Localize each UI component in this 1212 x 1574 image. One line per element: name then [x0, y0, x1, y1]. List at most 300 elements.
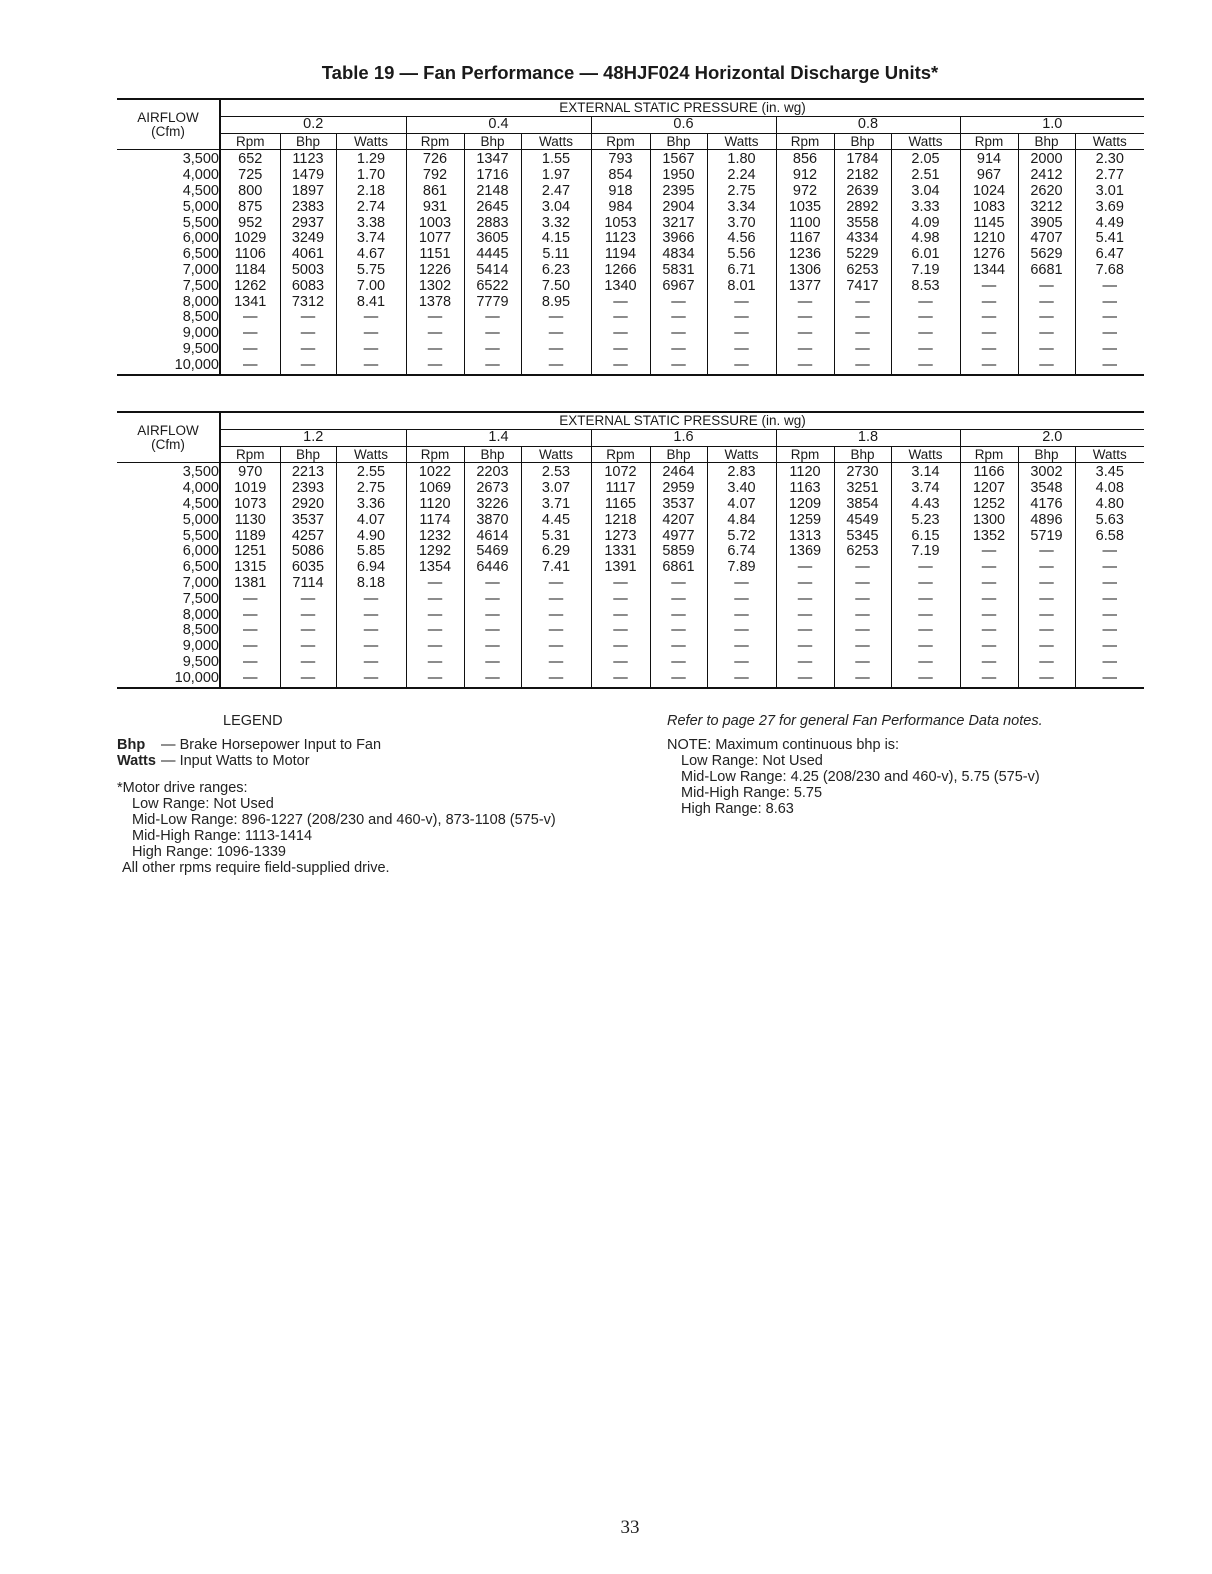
table-cell: 2412: [1018, 168, 1075, 184]
table-cell: —: [336, 608, 406, 624]
table-cell: —: [1075, 671, 1144, 688]
table-cell: 1083: [960, 200, 1018, 216]
table-cell: 3249: [280, 231, 336, 247]
table-cell: —: [960, 295, 1018, 311]
table-cell: 5086: [280, 544, 336, 560]
table-cell: 5831: [650, 263, 707, 279]
table-cell: 1194: [591, 247, 650, 263]
table-cell: 4207: [650, 513, 707, 529]
table-cell: 4.08: [1075, 481, 1144, 497]
column-header-bhp: Bhp: [1018, 446, 1075, 463]
table-cell: —: [834, 592, 891, 608]
table-cell: —: [707, 576, 776, 592]
table-cell: 2.75: [336, 481, 406, 497]
table-cell: —: [650, 310, 707, 326]
max-bhp-range: Mid-High Range: 5.75: [681, 785, 823, 801]
table-cell: 1354: [406, 560, 464, 576]
table-cell: —: [406, 671, 464, 688]
table-cell: 1377: [776, 279, 834, 295]
table-cell: 8.95: [521, 295, 591, 311]
table-cell: —: [220, 671, 280, 688]
column-header-rpm: Rpm: [591, 446, 650, 463]
table-cell: —: [776, 326, 834, 342]
table-cell: 1189: [234, 527, 266, 544]
legend-dash: —: [161, 737, 176, 753]
table-cell: 1950: [650, 168, 707, 184]
table-cell: —: [960, 671, 1018, 688]
table-cell: 1276: [960, 247, 1018, 263]
table-cell: —: [891, 295, 960, 311]
legend-term: Bhp: [117, 737, 146, 753]
table-row: [117, 231, 1144, 247]
table-cell: —: [406, 592, 464, 608]
table-cell: —: [336, 358, 406, 375]
table-row: [117, 168, 1144, 184]
table-cell: —: [776, 358, 834, 375]
table-cell: 1218: [591, 513, 650, 529]
table-cell: —: [891, 608, 960, 624]
table-cell: 3.04: [891, 184, 960, 200]
column-header-rpm: Rpm: [591, 133, 650, 150]
pressure-header: 0.8: [776, 116, 960, 133]
table-cell: 1259: [776, 513, 834, 529]
airflow-header-unit: (Cfm): [151, 436, 185, 452]
table-cell: 3.07: [521, 481, 591, 497]
table-cell: 1100: [776, 216, 834, 232]
table-row: [117, 310, 1144, 326]
table-cell: 1003: [406, 216, 464, 232]
table-cell: 1207: [960, 481, 1018, 497]
table-cell: —: [1018, 671, 1075, 688]
table-cell: 1184: [234, 261, 266, 278]
table-cell: 1344: [960, 263, 1018, 279]
table-cell: —: [650, 671, 707, 688]
table-cell: —: [960, 560, 1018, 576]
table-cell: 2904: [650, 200, 707, 216]
table-cell: —: [464, 671, 521, 688]
table-row: [117, 326, 1144, 342]
table-cell: 3251: [834, 481, 891, 497]
table-cell: 1347: [464, 150, 521, 168]
table-row: [117, 200, 1144, 216]
table-cell: 1210: [960, 231, 1018, 247]
table-cell: 2.24: [707, 168, 776, 184]
column-header-watts: Watts: [707, 446, 776, 463]
table-cell: —: [406, 342, 464, 358]
table-cell: 3.70: [707, 216, 776, 232]
table-row: [117, 592, 1144, 608]
table-cell: 6446: [464, 560, 521, 576]
pressure-header: 0.4: [406, 116, 591, 133]
table-cell: —: [707, 623, 776, 639]
table-cell: 2395: [650, 184, 707, 200]
table-cell: —: [650, 326, 707, 342]
table-cell: —: [891, 592, 960, 608]
table-cell: 8.01: [707, 279, 776, 295]
table-cell: —: [280, 342, 336, 358]
table-cell: —: [776, 560, 834, 576]
table-cell: —: [891, 655, 960, 671]
column-header-bhp: Bhp: [464, 133, 521, 150]
table-cell: 4896: [1018, 513, 1075, 529]
table-cell: —: [336, 623, 406, 639]
table-cell: —: [650, 576, 707, 592]
column-header-rpm: Rpm: [776, 133, 834, 150]
table-cell: 3.40: [707, 481, 776, 497]
table-cell: 4.09: [891, 216, 960, 232]
table-cell: —: [1075, 560, 1144, 576]
table-cell: 3.33: [891, 200, 960, 216]
airflow-value: 6,000: [117, 544, 220, 560]
table-cell: —: [521, 358, 591, 375]
table-cell: —: [336, 326, 406, 342]
table-cell: —: [521, 623, 591, 639]
table-cell: —: [834, 623, 891, 639]
table-cell: —: [834, 295, 891, 311]
airflow-value: 8,500: [117, 310, 220, 326]
table-cell: —: [1018, 592, 1075, 608]
table-cell: —: [960, 639, 1018, 655]
table-cell: 6.58: [1075, 529, 1144, 545]
table-cell: 5859: [650, 544, 707, 560]
table-cell: 1029: [234, 230, 267, 247]
table-cell: —: [960, 358, 1018, 375]
column-header-watts: Watts: [521, 446, 591, 463]
table-cell: 3966: [650, 231, 707, 247]
table-cell: —: [960, 279, 1018, 295]
max-bhp-range: High Range: 8.63: [681, 801, 794, 817]
table-cell: 1151: [406, 247, 464, 263]
table-cell: —: [280, 326, 336, 342]
column-header-watts: Watts: [521, 133, 591, 150]
table-cell: 1166: [960, 463, 1018, 481]
table-cell: 1123: [280, 150, 336, 168]
table-cell: —: [243, 590, 258, 607]
table-cell: 6.71: [707, 263, 776, 279]
column-header-watts: Watts: [707, 133, 776, 150]
table-cell: —: [891, 342, 960, 358]
table-cell: 1145: [960, 216, 1018, 232]
table-cell: —: [891, 560, 960, 576]
table-cell: —: [521, 310, 591, 326]
table-cell: 5.72: [707, 529, 776, 545]
table-cell: 6.15: [891, 529, 960, 545]
column-header-bhp: Bhp: [834, 133, 891, 150]
table-cell: —: [650, 608, 707, 624]
table-cell: —: [521, 342, 591, 358]
airflow-header-label: AIRFLOW: [137, 422, 199, 438]
table-cell: 4.90: [336, 529, 406, 545]
table-cell: 4061: [280, 247, 336, 263]
table-cell: —: [280, 671, 336, 688]
table-cell: 1302: [406, 279, 464, 295]
table-cell: 1341: [234, 293, 267, 310]
table-cell: 5.63: [1075, 513, 1144, 529]
table-cell: 3537: [280, 513, 336, 529]
table-cell: —: [280, 310, 336, 326]
table-cell: 3.34: [707, 200, 776, 216]
table-cell: —: [650, 295, 707, 311]
table-cell: —: [406, 655, 464, 671]
table-cell: —: [243, 653, 258, 670]
table-cell: —: [776, 608, 834, 624]
table-cell: —: [891, 310, 960, 326]
table-cell: —: [834, 342, 891, 358]
table-row: [117, 263, 1144, 279]
table-cell: —: [707, 608, 776, 624]
table-cell: 6522: [464, 279, 521, 295]
table-cell: —: [336, 592, 406, 608]
airflow-header-unit: (Cfm): [151, 123, 185, 139]
table-cell: 5003: [280, 263, 336, 279]
table-cell: 6083: [280, 279, 336, 295]
table-cell: 4.49: [1075, 216, 1144, 232]
column-header-bhp: Bhp: [280, 446, 336, 463]
airflow-value: 9,000: [117, 639, 220, 655]
table-cell: —: [960, 326, 1018, 342]
table-cell: 2383: [280, 200, 336, 216]
table-cell: 2.75: [707, 184, 776, 200]
airflow-value: 10,000: [117, 671, 220, 688]
table-cell: 8.18: [336, 576, 406, 592]
table-cell: 7.19: [891, 544, 960, 560]
airflow-value: 8,500: [117, 623, 220, 639]
pressure-header: 0.2: [220, 116, 406, 133]
table-cell: —: [707, 358, 776, 375]
table-cell: 2.30: [1075, 150, 1144, 168]
table-cell: —: [521, 326, 591, 342]
table-cell: 1209: [776, 497, 834, 513]
motor-drive-range: Mid-Low Range: 896-1227 (208/230 and 460-v), 873-1108 (575-v): [132, 812, 556, 828]
table-cell: 2.53: [521, 463, 591, 481]
table-cell: 3217: [650, 216, 707, 232]
table-cell: —: [464, 576, 521, 592]
airflow-value: 7,500: [117, 279, 220, 295]
table-row: [117, 608, 1144, 624]
table-cell: 1252: [960, 497, 1018, 513]
table-row: [117, 295, 1144, 311]
table-cell: 7.89: [707, 560, 776, 576]
table-cell: 2182: [834, 168, 891, 184]
table-cell: 6253: [834, 544, 891, 560]
table-cell: —: [591, 358, 650, 375]
column-header-bhp: Bhp: [650, 446, 707, 463]
table-cell: 875: [238, 198, 263, 215]
table-cell: 5.23: [891, 513, 960, 529]
table-cell: —: [707, 655, 776, 671]
table-cell: —: [243, 638, 258, 655]
table-cell: —: [776, 655, 834, 671]
table-cell: —: [521, 592, 591, 608]
table-row: [117, 623, 1144, 639]
table-cell: 1273: [591, 529, 650, 545]
table-row: [117, 279, 1144, 295]
table-cell: —: [406, 608, 464, 624]
motor-drive-title: *Motor drive ranges:: [117, 780, 248, 796]
table-cell: 1262: [234, 277, 267, 294]
table-cell: —: [280, 655, 336, 671]
table-cell: —: [1018, 295, 1075, 311]
table-cell: 3.45: [1075, 463, 1144, 481]
table-cell: 2203: [464, 463, 521, 481]
table-cell: —: [891, 358, 960, 375]
table-cell: 1251: [234, 543, 267, 560]
table-cell: 4445: [464, 247, 521, 263]
table-cell: 4.43: [891, 497, 960, 513]
table-cell: 5.41: [1075, 231, 1144, 247]
table-cell: 2730: [834, 463, 891, 481]
table-cell: —: [1075, 655, 1144, 671]
column-header-rpm: Rpm: [960, 446, 1018, 463]
table-cell: —: [650, 623, 707, 639]
column-header-bhp: Bhp: [834, 446, 891, 463]
table-cell: —: [591, 639, 650, 655]
table-cell: 854: [591, 168, 650, 184]
table-cell: —: [891, 326, 960, 342]
table-cell: —: [960, 623, 1018, 639]
max-bhp-range: Mid-Low Range: 4.25 (208/230 and 460-v), 5.75 (575-v): [681, 769, 1040, 785]
table-cell: —: [464, 639, 521, 655]
table-cell: —: [650, 592, 707, 608]
max-bhp-title: NOTE: Maximum continuous bhp is:: [667, 737, 900, 753]
table-cell: —: [1018, 358, 1075, 375]
table-cell: 5629: [1018, 247, 1075, 263]
column-header-watts: Watts: [1075, 133, 1144, 150]
airflow-value: 5,500: [117, 529, 220, 545]
airflow-value: 7,000: [117, 263, 220, 279]
legend-entries: [117, 737, 381, 769]
table-cell: 861: [406, 184, 464, 200]
table-cell: 4834: [650, 247, 707, 263]
table-cell: 3.74: [336, 231, 406, 247]
airflow-value: 4,500: [117, 497, 220, 513]
table-cell: —: [834, 671, 891, 688]
table-cell: 6.74: [707, 544, 776, 560]
table-row: [117, 481, 1144, 497]
pressure-header: 1.4: [406, 429, 591, 446]
table-cell: 793: [591, 150, 650, 168]
table-cell: 1391: [591, 560, 650, 576]
table-cell: 1232: [406, 529, 464, 545]
table-cell: —: [891, 671, 960, 688]
airflow-value: 4,000: [117, 481, 220, 497]
airflow-value: 3,500: [117, 150, 220, 168]
table-cell: —: [1075, 342, 1144, 358]
table-cell: 4176: [1018, 497, 1075, 513]
table-cell: 1.80: [707, 150, 776, 168]
table-cell: —: [591, 592, 650, 608]
table-cell: 4.67: [336, 247, 406, 263]
table-cell: 1165: [591, 497, 650, 513]
table-row: [117, 247, 1144, 263]
table-cell: —: [1018, 326, 1075, 342]
column-header-bhp: Bhp: [1018, 133, 1075, 150]
table-row: [117, 671, 1144, 688]
airflow-value: 6,500: [117, 560, 220, 576]
table-cell: —: [776, 310, 834, 326]
table-cell: —: [1018, 342, 1075, 358]
table-cell: 6.01: [891, 247, 960, 263]
table-cell: —: [280, 608, 336, 624]
table-cell: 5229: [834, 247, 891, 263]
legend-definition: Input Watts to Motor: [179, 753, 310, 769]
table-cell: 3.38: [336, 216, 406, 232]
table-cell: 1306: [776, 263, 834, 279]
table-row: [117, 463, 1144, 481]
table-cell: 4.98: [891, 231, 960, 247]
table-row: [117, 184, 1144, 200]
table-cell: 6967: [650, 279, 707, 295]
table-cell: —: [650, 342, 707, 358]
table-cell: 2.18: [336, 184, 406, 200]
airflow-value: 8,000: [117, 608, 220, 624]
table-cell: —: [707, 342, 776, 358]
table-cell: 1167: [776, 231, 834, 247]
table-cell: 3.04: [521, 200, 591, 216]
table-cell: —: [1018, 623, 1075, 639]
table-cell: —: [336, 671, 406, 688]
table-cell: —: [243, 606, 258, 623]
table-cell: 2.74: [336, 200, 406, 216]
pressure-header: 2.0: [960, 429, 1144, 446]
table-cell: 4707: [1018, 231, 1075, 247]
table-row: [117, 497, 1144, 513]
table-cell: —: [1075, 544, 1144, 560]
table-cell: —: [464, 342, 521, 358]
table-cell: —: [776, 671, 834, 688]
table-cell: 1352: [960, 529, 1018, 545]
table-cell: 4614: [464, 529, 521, 545]
table-cell: —: [1018, 279, 1075, 295]
table-cell: —: [591, 608, 650, 624]
table-cell: 7312: [280, 295, 336, 311]
table-cell: 6.47: [1075, 247, 1144, 263]
table-cell: —: [1075, 639, 1144, 655]
table-cell: —: [406, 576, 464, 592]
table-cell: —: [464, 623, 521, 639]
table-cell: —: [707, 295, 776, 311]
table-cell: —: [1075, 358, 1144, 375]
table-cell: 1.29: [336, 150, 406, 168]
table-row: [117, 513, 1144, 529]
table-cell: —: [960, 342, 1018, 358]
table-row: [117, 560, 1144, 576]
column-header-rpm: Rpm: [776, 446, 834, 463]
table-cell: 1378: [406, 295, 464, 311]
table-cell: —: [243, 309, 258, 326]
table-cell: —: [776, 576, 834, 592]
table-cell: —: [834, 655, 891, 671]
table-cell: —: [521, 655, 591, 671]
table-cell: —: [464, 310, 521, 326]
table-cell: —: [707, 310, 776, 326]
table-cell: 1120: [776, 463, 834, 481]
pressure-header: 1.6: [591, 429, 776, 446]
table-cell: —: [776, 623, 834, 639]
table-cell: —: [707, 639, 776, 655]
table-cell: 4549: [834, 513, 891, 529]
table-cell: 2393: [280, 481, 336, 497]
pressure-header: 1.8: [776, 429, 960, 446]
table-cell: —: [1018, 310, 1075, 326]
table-cell: —: [776, 295, 834, 311]
table-cell: 4.07: [336, 513, 406, 529]
table-cell: —: [464, 326, 521, 342]
table-cell: —: [834, 608, 891, 624]
table-cell: 3.32: [521, 216, 591, 232]
table-cell: 7417: [834, 279, 891, 295]
motor-drive-footer: All other rpms require field-supplied drive.: [122, 860, 390, 876]
